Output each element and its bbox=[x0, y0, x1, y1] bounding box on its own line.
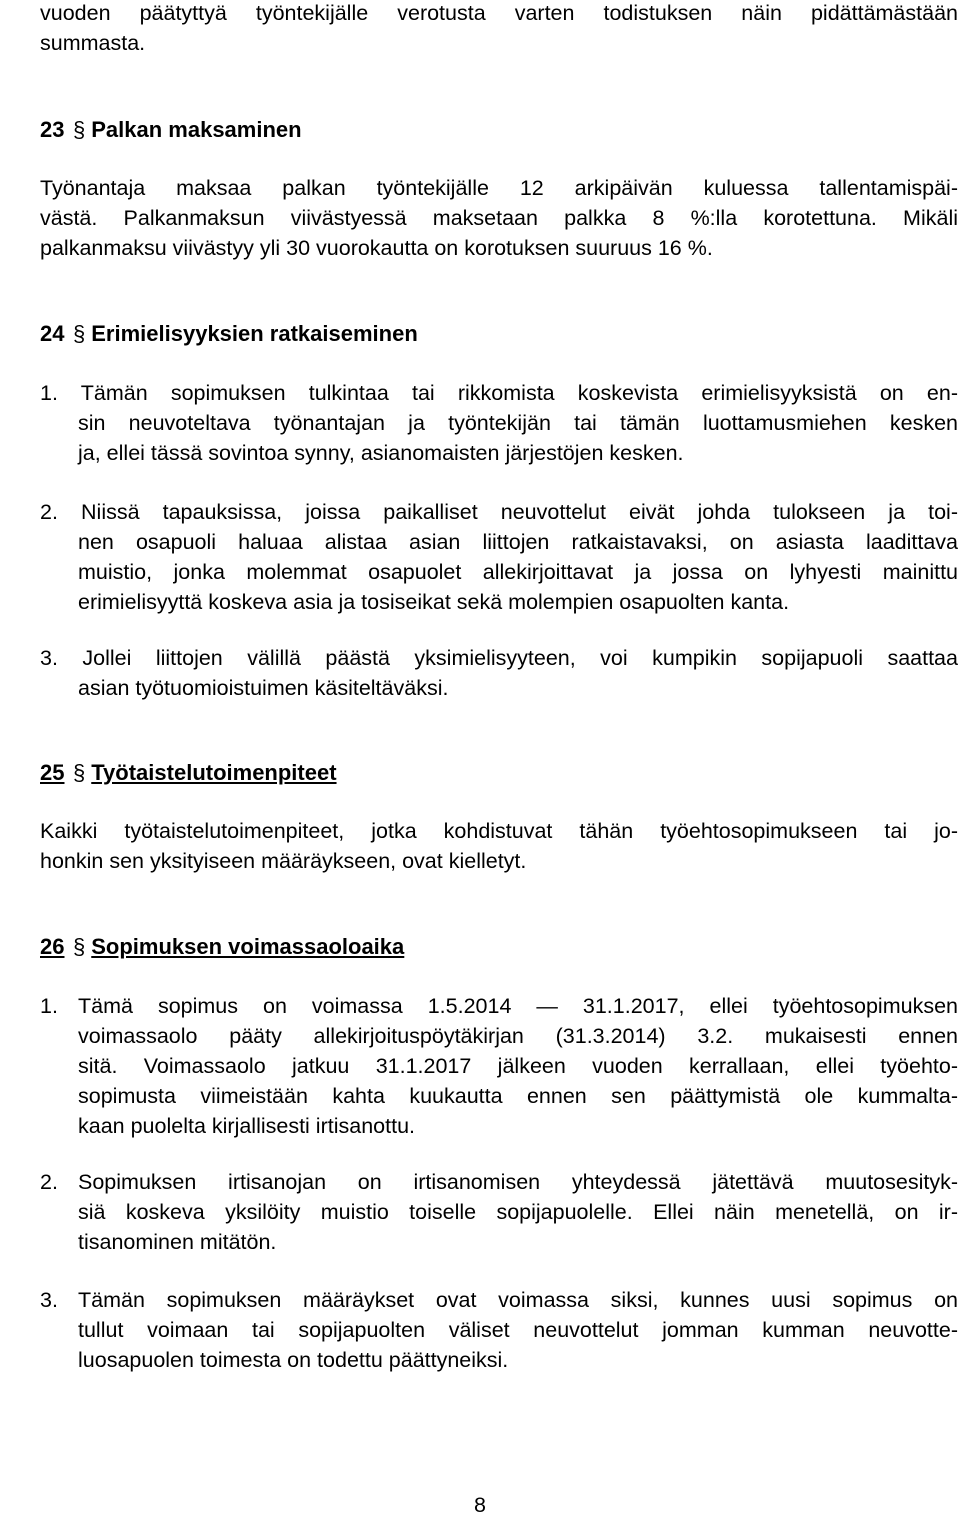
section-26-item-2 bbox=[40, 1167, 958, 1257]
section-23-line-2: västä. Palkanmaksun viivästyessä maksetaan palkka 8 %:lla korotettuna. Mikäli bbox=[40, 206, 958, 230]
item-marker: 3. bbox=[40, 1288, 58, 1312]
item-line: sin neuvoteltava työnantajan ja työntekijän tai tämän luottamusmiehen kesken bbox=[78, 411, 958, 435]
section-26-item-3 bbox=[40, 1285, 958, 1375]
section-24-item-1 bbox=[40, 378, 958, 468]
item-line: tullut voimaan tai sopijapuolten väliset neuvottelut jomman kumman neuvotte- bbox=[78, 1318, 958, 1342]
item-line: sitä. Voimassaolo jatkuu 31.1.2017 jälkeen vuoden kerrallaan, ellei työehto- bbox=[78, 1054, 958, 1078]
item-line: muistio, jonka molemmat osapuolet allekirjoittavat ja jossa on lyhyesti mainittu bbox=[78, 560, 958, 584]
item-first-line bbox=[40, 378, 958, 408]
section-symbol: § bbox=[73, 760, 86, 785]
item-line: Sopimuksen irtisanojan on irtisanomisen yhteydessä jätettävä muutosesityk- bbox=[78, 1170, 958, 1194]
item-line: erimielisyyttä koskeva asia ja tosiseikat sekä molempien osapuolten kanta. bbox=[78, 590, 790, 614]
section-26-heading bbox=[40, 932, 404, 962]
section-26-item-1 bbox=[40, 991, 958, 1141]
item-marker: 1. bbox=[40, 994, 58, 1018]
item-marker: 2. bbox=[40, 500, 58, 524]
page-number: 8 bbox=[474, 1493, 486, 1517]
item-text: Jollei liittojen välillä päästä yksimielisyyteen, voi kumpikin sopijapuoli saattaa bbox=[82, 646, 958, 670]
section-23-heading bbox=[40, 115, 302, 145]
item-line: ja, ellei tässä sovintoa synny, asianomaisten järjestöjen kesken. bbox=[78, 441, 684, 465]
section-title: Palkan maksaminen bbox=[91, 117, 302, 142]
item-marker: 3. bbox=[40, 646, 58, 670]
intro-line-2: summasta. bbox=[40, 31, 146, 55]
item-line: Tämä sopimus on voimassa 1.5.2014 — 31.1.2017, ellei työehtosopimuksen bbox=[78, 994, 958, 1018]
item-line: sopimusta viimeistään kahta kuukautta ennen sen päättymistä ole kummalta- bbox=[78, 1084, 958, 1108]
section-title: Työtaistelutoimenpiteet bbox=[91, 760, 337, 785]
item-marker: 2. bbox=[40, 1170, 58, 1194]
section-title: Sopimuksen voimassaoloaika bbox=[91, 934, 405, 959]
item-marker: 1. bbox=[40, 381, 58, 405]
section-symbol: § bbox=[73, 321, 86, 346]
section-number: 25 bbox=[40, 760, 65, 785]
item-line: voimassaolo pääty allekirjoituspöytäkirjan (31.3.2014) 3.2. mukaisesti ennen bbox=[78, 1024, 958, 1048]
item-line: luosapuolen toimesta on todettu päättyneiksi. bbox=[78, 1348, 509, 1372]
section-title: Erimielisyyksien ratkaiseminen bbox=[91, 321, 418, 346]
section-24-item-2 bbox=[40, 497, 958, 617]
section-number: 23 bbox=[40, 117, 65, 142]
section-number: 26 bbox=[40, 934, 65, 959]
section-25-line-2: honkin sen yksityiseen määräykseen, ovat kielletyt. bbox=[40, 849, 527, 873]
section-24-item-3 bbox=[40, 643, 958, 703]
section-25-line-1: Kaikki työtaistelutoimenpiteet, jotka kohdistuvat tähän työehtosopimukseen tai jo- bbox=[40, 819, 958, 843]
section-symbol: § bbox=[73, 934, 86, 959]
item-text: Tämän sopimuksen tulkintaa tai rikkomista koskevista erimielisyyksistä on en- bbox=[80, 381, 958, 405]
section-24-heading bbox=[40, 319, 418, 349]
section-symbol: § bbox=[73, 117, 86, 142]
item-line: siä koskeva yksilöity muistio toiselle sopijapuolelle. Ellei näin menetellä, on ir- bbox=[78, 1200, 958, 1224]
section-25-heading bbox=[40, 758, 337, 788]
item-line: nen osapuoli haluaa alistaa asian liittojen ratkaistavaksi, on asiasta laadittava bbox=[78, 530, 958, 554]
item-text: Niissä tapauksissa, joissa paikalliset neuvottelut eivät johda tulokseen ja toi- bbox=[81, 500, 958, 524]
section-23-line-1: Työnantaja maksaa palkan työntekijälle 12 arkipäivän kuluessa tallentamispäi- bbox=[40, 176, 958, 200]
intro-line-1: vuoden päätyttyä työntekijälle verotusta varten todistuksen näin pidättämästään bbox=[40, 1, 958, 25]
item-line: asian työtuomioistuimen käsiteltäväksi. bbox=[78, 676, 449, 700]
item-first-line bbox=[40, 643, 958, 673]
section-number: 24 bbox=[40, 321, 65, 346]
item-first-line bbox=[40, 497, 958, 527]
item-line: tisanominen mitätön. bbox=[78, 1230, 277, 1254]
item-line: Tämän sopimuksen määräykset ovat voimassa siksi, kunnes uusi sopimus on bbox=[78, 1288, 958, 1312]
item-line: kaan puolelta kirjallisesti irtisanottu. bbox=[78, 1114, 415, 1138]
section-23-line-3: palkanmaksu viivästyy yli 30 vuorokautta on korotuksen suuruus 16 %. bbox=[40, 236, 713, 260]
